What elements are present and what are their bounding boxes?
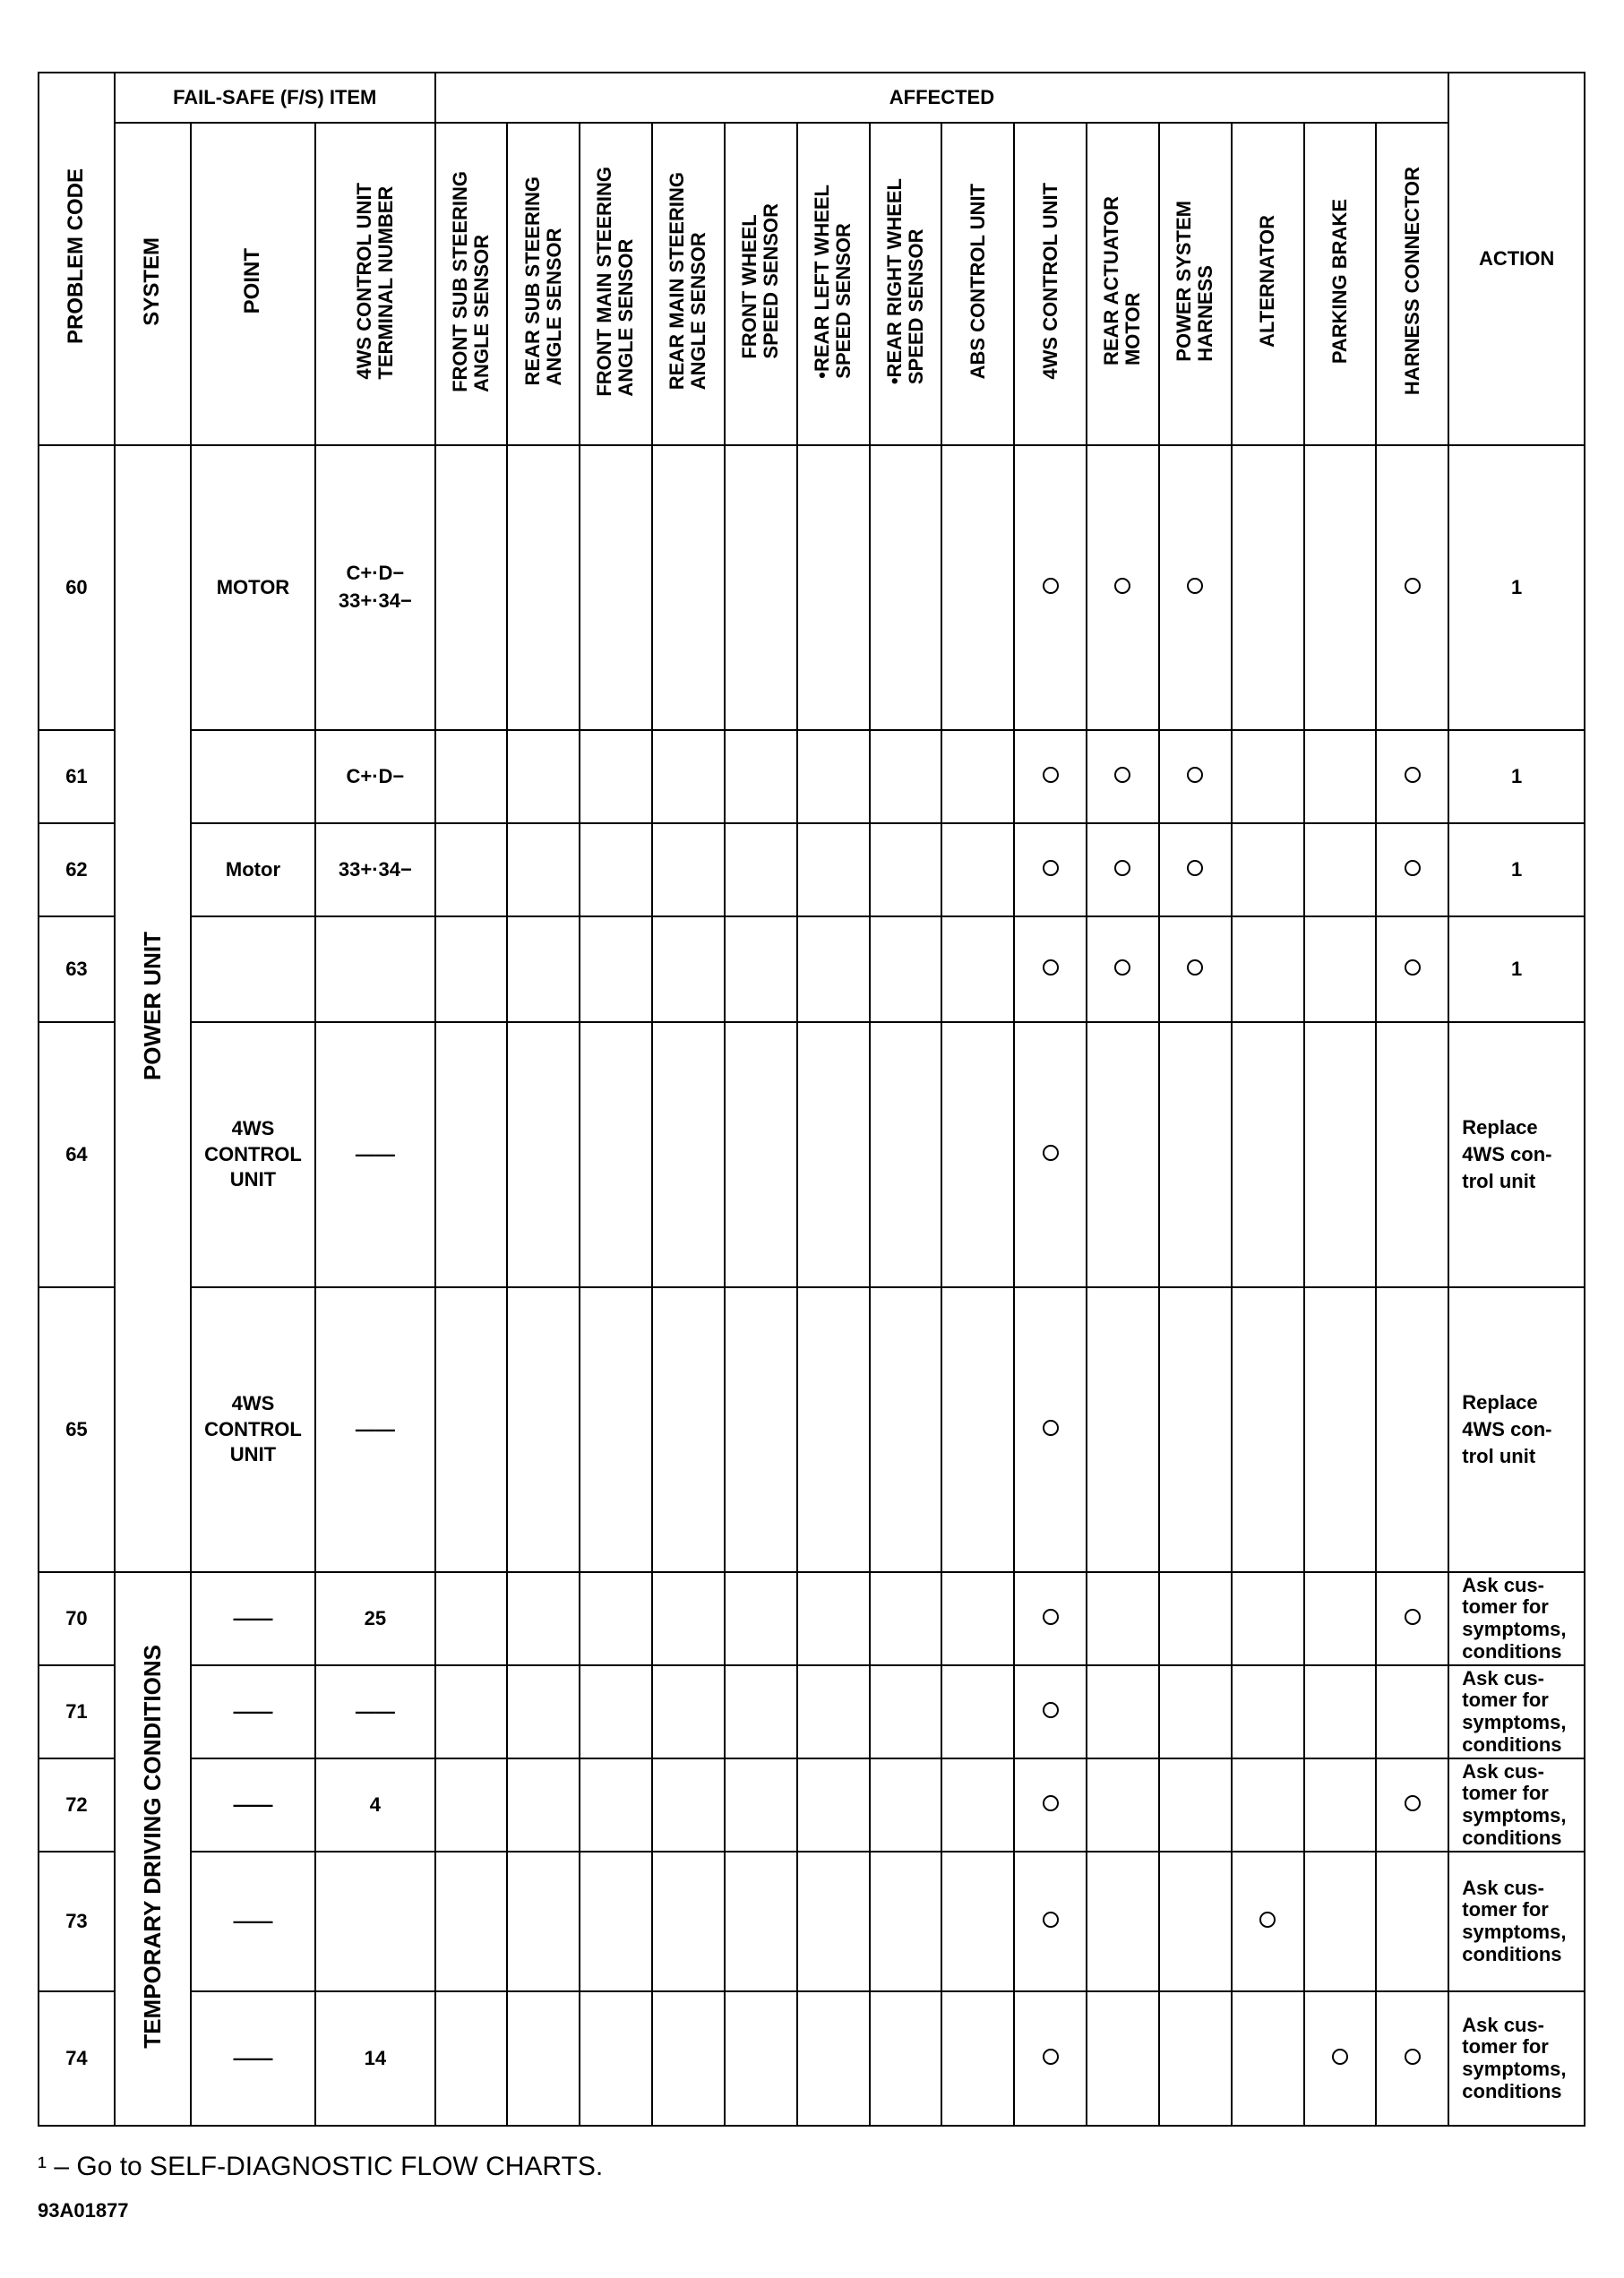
- affected-mark-icon: [1043, 1609, 1059, 1625]
- point: MOTOR: [191, 445, 315, 730]
- affected-mark-icon: [1043, 2049, 1059, 2065]
- affected-mark-icon: [1405, 860, 1421, 876]
- affected-mark-icon: [1043, 1795, 1059, 1811]
- affected-mark-icon: [1043, 1145, 1059, 1161]
- system-power-unit: POWER UNIT: [115, 445, 191, 1572]
- terminal-number: ——: [315, 1287, 434, 1572]
- header-problem-code: PROBLEM CODE: [39, 73, 115, 445]
- affected-mark-icon: [1405, 2049, 1421, 2065]
- affected-mark-icon: [1187, 767, 1203, 783]
- affected-mark-icon: [1043, 1912, 1059, 1928]
- header-affected-col: POWER SYSTEM HARNESS: [1159, 123, 1232, 445]
- header-affected-col: REAR SUB STEERING ANGLE SENSOR: [507, 123, 580, 445]
- affected-mark-icon: [1114, 767, 1130, 783]
- header-point: POINT: [191, 123, 315, 445]
- problem-code: 70: [39, 1572, 115, 1665]
- affected-mark-icon: [1114, 860, 1130, 876]
- action: Ask cus- tomer for symptoms, conditions: [1448, 1852, 1585, 1991]
- action: Ask cus- tomer for symptoms, conditions: [1448, 1758, 1585, 1852]
- action: 1: [1448, 916, 1585, 1022]
- point: ——: [191, 1852, 315, 1991]
- affected-mark-icon: [1043, 860, 1059, 876]
- header-affected-col: ALTERNATOR: [1232, 123, 1304, 445]
- action: 1: [1448, 823, 1585, 916]
- terminal-number: C+·D− 33+·34−: [315, 445, 434, 730]
- problem-code: 65: [39, 1287, 115, 1572]
- action: 1: [1448, 445, 1585, 730]
- affected-mark-icon: [1043, 959, 1059, 976]
- header-affected-col: HARNESS CONNECTOR: [1376, 123, 1448, 445]
- affected-mark-icon: [1405, 578, 1421, 594]
- header-affected-col: •REAR LEFT WHEEL SPEED SENSOR: [797, 123, 870, 445]
- header-affected-col: PARKING BRAKE: [1304, 123, 1377, 445]
- header-system: SYSTEM: [115, 123, 191, 445]
- diagnostic-table: [38, 72, 1585, 2127]
- header-affected: AFFECTED: [435, 73, 1449, 123]
- terminal-number: [315, 1852, 434, 1991]
- terminal-number: ——: [315, 1022, 434, 1287]
- header-affected-col: •REAR RIGHT WHEEL SPEED SENSOR: [870, 123, 942, 445]
- affected-mark-icon: [1332, 2049, 1348, 2065]
- problem-code: 60: [39, 445, 115, 730]
- figure-id: 93A01877: [38, 2199, 129, 2222]
- affected-mark-icon: [1043, 767, 1059, 783]
- table-row: [39, 445, 1585, 730]
- terminal-number: 14: [315, 1991, 434, 2126]
- table-row: [39, 1665, 1585, 1758]
- affected-mark-icon: [1043, 578, 1059, 594]
- affected-mark-icon: [1405, 959, 1421, 976]
- affected-mark-icon: [1187, 860, 1203, 876]
- point: [191, 916, 315, 1022]
- affected-mark-icon: [1187, 578, 1203, 594]
- problem-code: 74: [39, 1991, 115, 2126]
- problem-code: 72: [39, 1758, 115, 1852]
- affected-mark-icon: [1043, 1702, 1059, 1718]
- action: Replace 4WS con- trol unit: [1448, 1022, 1585, 1287]
- affected-mark-icon: [1114, 959, 1130, 976]
- terminal-number: C+·D−: [315, 730, 434, 823]
- action: Ask cus- tomer for symptoms, conditions: [1448, 1572, 1585, 1665]
- header-affected-col: REAR MAIN STEERING ANGLE SENSOR: [652, 123, 725, 445]
- affected-mark-icon: [1405, 1609, 1421, 1625]
- affected-mark-icon: [1043, 1420, 1059, 1436]
- problem-code: 61: [39, 730, 115, 823]
- footnote: ¹ – Go to SELF-DIAGNOSTIC FLOW CHARTS.: [38, 2152, 604, 2181]
- action: Ask cus- tomer for symptoms, conditions: [1448, 1991, 1585, 2126]
- table-row: [39, 1758, 1585, 1852]
- header-affected-col: REAR ACTUATOR MOTOR: [1087, 123, 1159, 445]
- point: ——: [191, 1572, 315, 1665]
- problem-code: 62: [39, 823, 115, 916]
- system-temporary-driving-conditions: TEMPORARY DRIVING CONDITIONS: [115, 1572, 191, 2126]
- terminal-number: 25: [315, 1572, 434, 1665]
- header-affected-col: FRONT WHEEL SPEED SENSOR: [725, 123, 797, 445]
- problem-code: 71: [39, 1665, 115, 1758]
- terminal-number: 33+·34−: [315, 823, 434, 916]
- affected-mark-icon: [1114, 578, 1130, 594]
- point: [191, 730, 315, 823]
- table-row: [39, 1852, 1585, 1991]
- problem-code: 73: [39, 1852, 115, 1991]
- table-row: [39, 1287, 1585, 1572]
- problem-code: 63: [39, 916, 115, 1022]
- point: ——: [191, 1665, 315, 1758]
- point: ——: [191, 1991, 315, 2126]
- header-failsafe-item: FAIL-SAFE (F/S) ITEM: [115, 73, 435, 123]
- point: 4WS CONTROL UNIT: [191, 1022, 315, 1287]
- table-row: [39, 730, 1585, 823]
- affected-mark-icon: [1405, 767, 1421, 783]
- table-row: [39, 1572, 1585, 1665]
- point: Motor: [191, 823, 315, 916]
- table-row: [39, 1991, 1585, 2126]
- action: 1: [1448, 730, 1585, 823]
- terminal-number: ——: [315, 1665, 434, 1758]
- header-affected-col: 4WS CONTROL UNIT: [1014, 123, 1087, 445]
- header-affected-col: FRONT MAIN STEERING ANGLE SENSOR: [580, 123, 652, 445]
- header-affected-col: FRONT SUB STEERING ANGLE SENSOR: [435, 123, 508, 445]
- header-affected-col: ABS CONTROL UNIT: [941, 123, 1014, 445]
- table-row: [39, 823, 1585, 916]
- header-action: ACTION: [1448, 73, 1585, 445]
- point: 4WS CONTROL UNIT: [191, 1287, 315, 1572]
- action: Replace 4WS con- trol unit: [1448, 1287, 1585, 1572]
- problem-code: 64: [39, 1022, 115, 1287]
- terminal-number: 4: [315, 1758, 434, 1852]
- table-row: [39, 916, 1585, 1022]
- point: ——: [191, 1758, 315, 1852]
- action: Ask cus- tomer for symptoms, conditions: [1448, 1665, 1585, 1758]
- header-terminal: 4WS CONTROL UNIT TERMINAL NUMBER: [315, 123, 434, 445]
- affected-mark-icon: [1259, 1912, 1276, 1928]
- terminal-number: [315, 916, 434, 1022]
- affected-mark-icon: [1187, 959, 1203, 976]
- affected-mark-icon: [1405, 1795, 1421, 1811]
- table-row: [39, 1022, 1585, 1287]
